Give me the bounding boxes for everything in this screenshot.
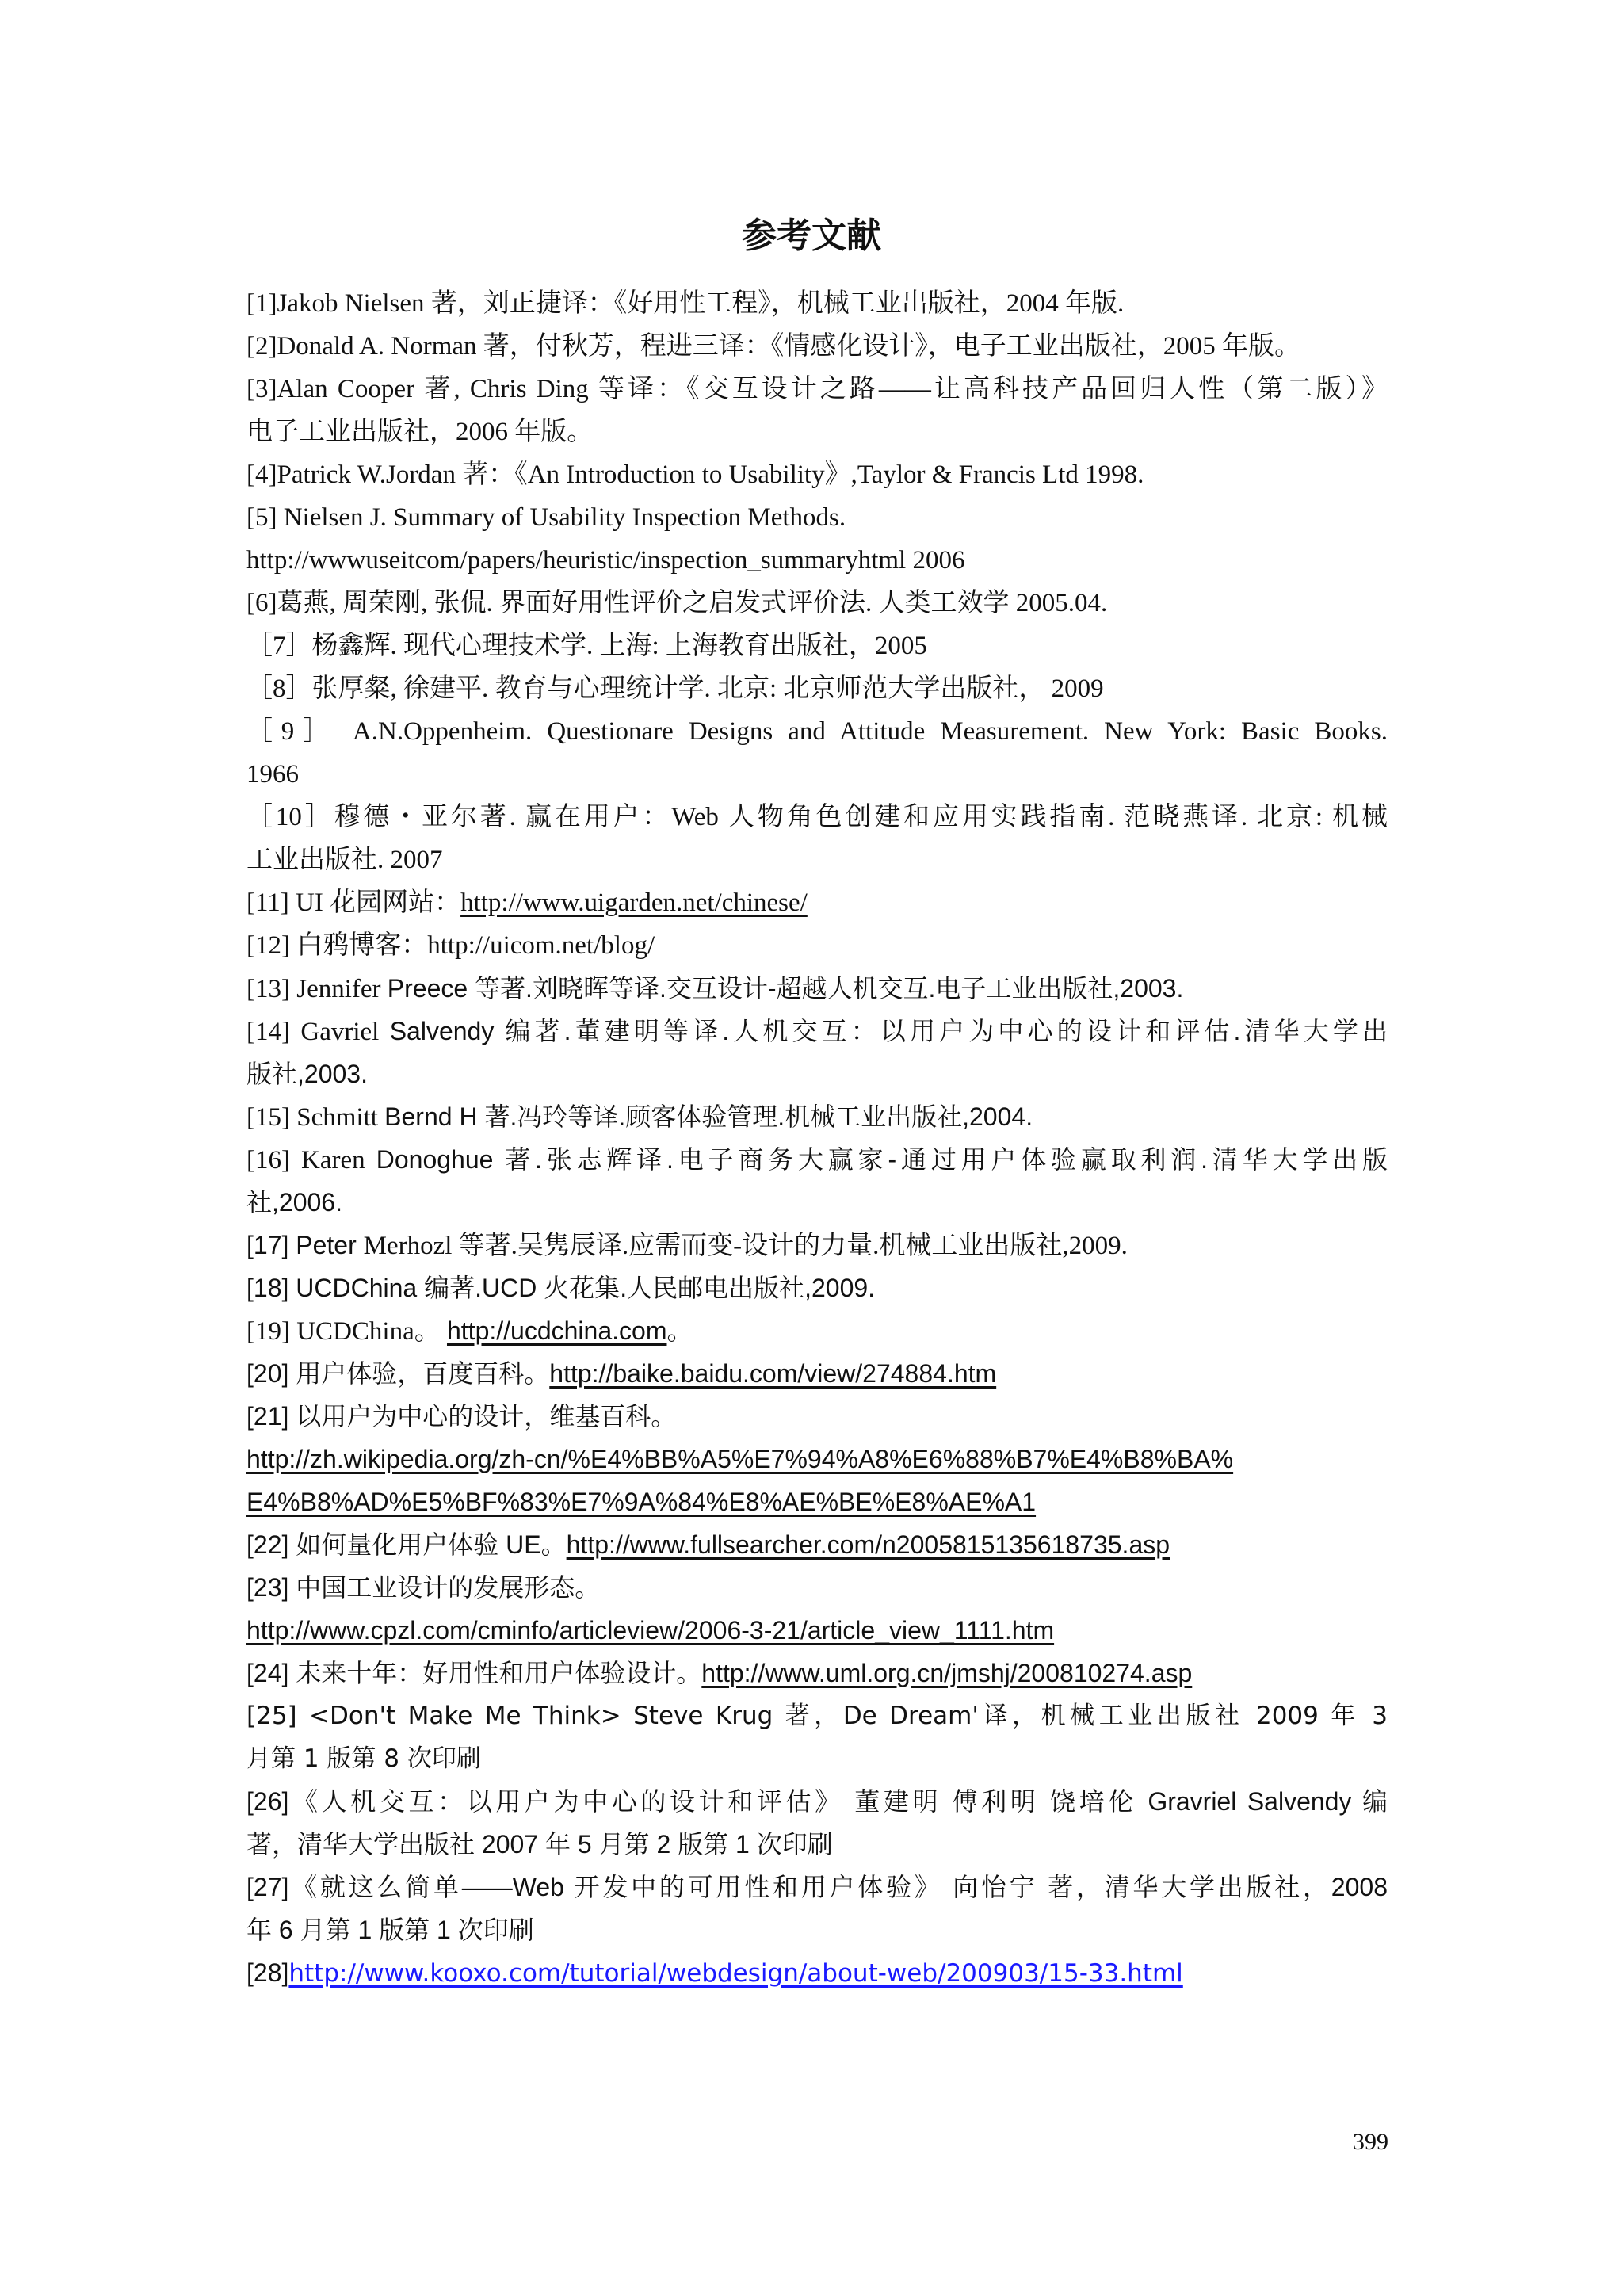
reference-10-cont: 工业出版社. 2007: [246, 846, 443, 874]
reference-28-number: [28]: [246, 1958, 289, 1987]
page-title: 参考文献: [742, 216, 881, 256]
reference-27: [27]《就这么简单——Web 开发中的可用性和用户体验》 向怡宁 著，清华大学出版社，2008: [246, 1873, 1388, 1901]
reference-17: [246, 1224, 1388, 1266]
reference-2: [2]Donald A. Norman 著，付秋芳，程进三译：《情感化设计》，电子工业出版社，2005 年版。: [246, 332, 1301, 361]
page-number: 399: [1353, 2129, 1388, 2155]
reference-17-author: [17] Peter: [246, 1231, 364, 1259]
reference-17-text: Merhozl 等著.吴隽辰译.应需而变-设计的力量.机械工业出版社,2009.: [363, 1232, 1128, 1260]
reference-13: [246, 967, 1388, 1010]
reference-18-text: 编著.UCD 火花集.人民邮电出版社,2009.: [424, 1274, 876, 1302]
uml-link[interactable]: http://www.uml.org.cn/jmshj/200810274.asp: [701, 1659, 1193, 1687]
reference-19-suffix: 。: [666, 1317, 693, 1346]
reference-18: [246, 1266, 1388, 1309]
reference-28: [246, 1951, 1388, 1994]
reference-11-text: [11] UI 花园网站：: [246, 888, 461, 917]
reference-12: [12] 白鸦博客：http://uicom.net/blog/: [246, 931, 655, 960]
reference-4: [4]Patrick W.Jordan 著：《An Introduction to Usability》,Taylor & Francis Ltd 1998.: [246, 460, 1144, 489]
wikipedia-link-line-2[interactable]: E4%B8%AD%E5%BF%83%E7%9A%84%E8%AE%BE%E8%AE%A1: [246, 1488, 1037, 1516]
reference-3: [3]Alan Cooper 著, Chris Ding 等译：《交互设计之路——让高科技产品回归人性（第二版）》: [246, 375, 1388, 403]
uigarden-link[interactable]: http://www.uigarden.net/chinese/: [460, 888, 808, 917]
reference-5: [5] Nielsen J. Summary of Usability Inspection Methods.: [246, 503, 846, 532]
reference-18-author: [18] UCDChina: [246, 1274, 425, 1302]
reference-22-text: [22] 如何量化用户体验 UE。: [246, 1530, 567, 1559]
wikipedia-link-line-1[interactable]: http://zh.wikipedia.org/zh-cn/%E4%BB%A5%E7%94%A8%E6%88%B7%E4%B8%BA%: [246, 1445, 1234, 1473]
reference-25-cont: 月第 1 版第 8 次印刷: [246, 1744, 481, 1773]
reference-list: [246, 282, 1388, 1994]
reference-23: [23] 中国工业设计的发展形态。: [246, 1573, 601, 1602]
reference-24: [246, 1652, 1388, 1694]
baike-link[interactable]: http://baike.baidu.com/view/274884.htm: [549, 1359, 997, 1388]
reference-14: [246, 1010, 1388, 1052]
reference-20-text: [20] 用户体验，百度百科。: [246, 1359, 550, 1388]
reference-9: ［9］ A.N.Oppenheim. Questionare Designs and Attitude Measurement. New York: Basic Books.: [246, 717, 1388, 746]
reference-27-cont: 年 6 月第 1 版第 1 次印刷: [246, 1916, 534, 1944]
reference-11: [246, 881, 1388, 924]
reference-7: ［7］杨鑫辉. 现代心理技术学. 上海: 上海教育出版社，2005: [246, 632, 927, 660]
cpzl-link[interactable]: http://www.cpzl.com/cminfo/articleview/2006-3-21/article_view_1111.htm: [246, 1616, 1055, 1645]
reference-14-author: [14] Gavriel: [246, 1018, 390, 1046]
reference-15-author: [15] Schmitt: [246, 1103, 385, 1132]
reference-8: ［8］张厚粲, 徐建平. 教育与心理统计学. 北京: 北京师范大学出版社， 2009: [246, 674, 1104, 703]
reference-16-cont: 社,2006.: [246, 1188, 342, 1217]
reference-13-text: Preece 等著.刘晓晖等译.交互设计-超越人机交互.电子工业出版社,2003.: [387, 974, 1184, 1003]
reference-16: [246, 1138, 1388, 1181]
reference-19: [246, 1309, 1388, 1352]
reference-15-text: Bernd H 著.冯玲等译.顾客体验管理.机械工业出版社,2004.: [384, 1102, 1033, 1131]
reference-14-cont: 版社,2003.: [246, 1060, 368, 1088]
reference-16-author: [16] Karen: [246, 1146, 376, 1175]
reference-19-text: [19] UCDChina。: [246, 1317, 447, 1346]
fullsearcher-link[interactable]: http://www.fullsearcher.com/n2005815135618735.asp: [566, 1530, 1170, 1559]
reference-1: [1]Jakob Nielsen 著，刘正捷译：《好用性工程》，机械工业出版社，2004 年版.: [246, 289, 1125, 318]
reference-5-cont: http://wwwuseitcom/papers/heuristic/inspection_summaryhtml 2006: [246, 546, 965, 575]
reference-20: [246, 1352, 1388, 1395]
reference-10: ［10］穆德・亚尔著. 赢在用户：Web 人物角色创建和应用实践指南. 范晓燕译. 北京: 机械: [246, 803, 1388, 831]
reference-13-author: [13] Jennifer: [246, 975, 388, 1003]
reference-21: [21] 以用户为中心的设计，维基百科。: [246, 1402, 677, 1431]
ucdchina-link[interactable]: http://ucdchina.com: [446, 1316, 667, 1345]
reference-22: [246, 1523, 1388, 1566]
reference-6: [6]葛燕, 周荣刚, 张侃. 界面好用性评价之启发式评价法. 人类工效学 2005.04.: [246, 589, 1108, 617]
reference-25: [25] <Don't Make Me Think> Steve Krug 著，De Dream'译，机械工业出版社 2009 年 3: [246, 1702, 1388, 1730]
reference-9-cont: 1966: [246, 760, 299, 789]
reference-14-text: Salvendy 编著.董建明等译.人机交互：以用户为中心的设计和评估.清华大学出: [389, 1017, 1388, 1045]
reference-26: [26]《人机交互：以用户为中心的设计和评估》 董建明 傅利明 饶培伦 Gravriel Salvendy 编: [246, 1787, 1388, 1816]
reference-26-cont: 著，清华大学出版社 2007 年 5 月第 2 版第 1 次印刷: [246, 1830, 833, 1859]
reference-16-text: Donoghue 著.张志辉译.电子商务大赢家-通过用户体验赢取利润.清华大学出版: [376, 1145, 1388, 1174]
kooxo-link[interactable]: http://www.kooxo.com/tutorial/webdesign/about-web/200903/15-33.html: [288, 1959, 1183, 1988]
reference-3-cont: 电子工业出版社，2006 年版。: [246, 418, 594, 446]
reference-15: [246, 1095, 1388, 1138]
reference-24-text: [24] 未来十年：好用性和用户体验设计。: [246, 1659, 702, 1687]
